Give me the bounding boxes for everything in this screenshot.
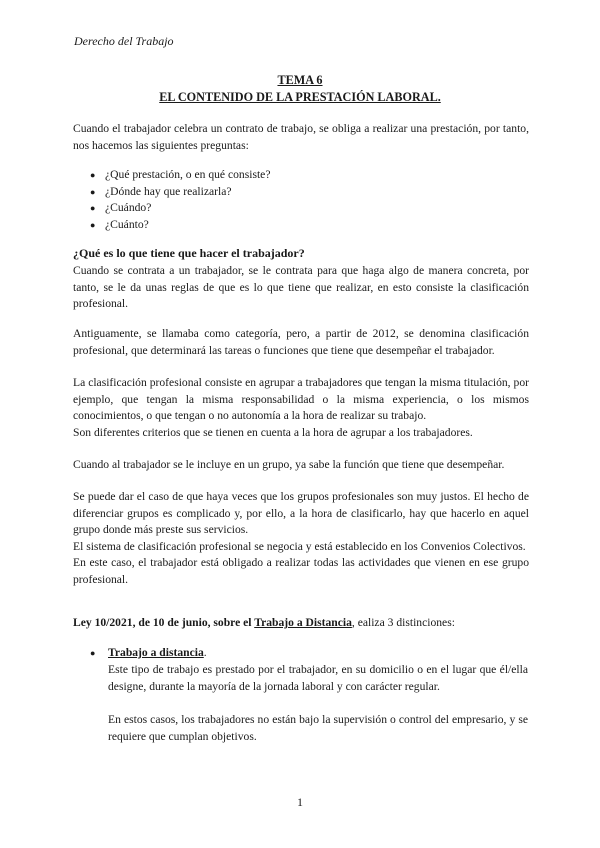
law-text: , ealiza 3 distinciones: bbox=[351, 616, 455, 629]
chapter-heading: EL CONTENIDO DE LA PRESTACIÓN LABORAL. bbox=[159, 90, 441, 104]
paragraph: Este tipo de trabajo es prestado por el trabajador, en su domicilio o en el lugar que él/ella designe, durante la mayoría de la jornada laboral y con carácter regular. bbox=[108, 663, 528, 693]
paragraph: En estos casos, los trabajadores no están bajo la supervisión o control del empresario, y se requiere que cumplan objetivos. bbox=[108, 713, 528, 743]
law-paragraph bbox=[73, 615, 529, 632]
paragraph: El sistema de clasificación profesional se negocia y está establecido en los Convenios Colectivos. bbox=[73, 539, 526, 553]
questions-list bbox=[90, 167, 270, 233]
chapter-title bbox=[0, 72, 600, 106]
law-reference: Ley 10/2021, de 10 de junio, sobre el bbox=[73, 616, 255, 629]
chapter-number: TEMA 6 bbox=[277, 73, 323, 87]
paragraph: En este caso, el trabajador está obligado a realizar todas las actividades que vienen en ese grupo profesional. bbox=[73, 556, 529, 586]
paragraph: Cuando se contrata a un trabajador, se le contrata para que haga algo de manera concreta, por tanto, se le da unas reglas de que es lo que tiene que realizar, en esto consiste la clasificación profesional. bbox=[73, 264, 529, 310]
law-topic: Trabajo a Distancia bbox=[254, 616, 352, 629]
section-heading: ¿Qué es lo que tiene que hacer el trabajador? bbox=[73, 246, 305, 260]
list-item: ● ¿Cuánto? bbox=[90, 217, 270, 234]
list-item: ● ¿Cuándo? bbox=[90, 200, 270, 217]
paragraph-group bbox=[73, 375, 529, 441]
running-header: Derecho del Trabajo bbox=[74, 34, 174, 48]
paragraph: Se puede dar el caso de que haya veces que los grupos profesionales son muy justos. El hecho de diferenciar grupos es complicado y, por ello, a la hora de clasificarlo, hay que hacerlo en aquel grupo donde más preste sus servicios. bbox=[73, 490, 529, 536]
list-item: ● ¿Dónde hay que realizarla? bbox=[90, 184, 270, 201]
paragraph: Antiguamente, se llamaba como categoría, pero, a partir de 2012, se denomina clasificación profesional, que determinará las tareas o funciones que tiene que desempeñar el trabajador. bbox=[73, 327, 529, 357]
intro-paragraph: Cuando el trabajador celebra un contrato de trabajo, se obliga a realizar una prestación, por tanto, nos hacemos las siguientes preguntas: bbox=[73, 122, 529, 152]
distinction-title: Trabajo a distancia. bbox=[108, 646, 207, 659]
bullet-icon: ● bbox=[90, 648, 96, 658]
list-item: ● ¿Qué prestación, o en qué consiste? bbox=[90, 167, 270, 184]
paragraph: Cuando al trabajador se le incluye en un grupo, ya sabe la función que tiene que desempeñar. bbox=[73, 458, 505, 471]
paragraph: Son diferentes criterios que se tienen en cuenta a la hora de agrupar a los trabajadores. bbox=[73, 425, 473, 439]
page-number: 1 bbox=[297, 795, 303, 809]
paragraph-group bbox=[73, 489, 529, 588]
paragraph: La clasificación profesional consiste en agrupar a trabajadores que tengan la misma titulación, por ejemplo, que tengan la misma responsabilidad o la misma experiencia, o los mismos conocimientos, o que tengan o no autonomía a la hora de realizar su trabajo. bbox=[73, 376, 529, 422]
